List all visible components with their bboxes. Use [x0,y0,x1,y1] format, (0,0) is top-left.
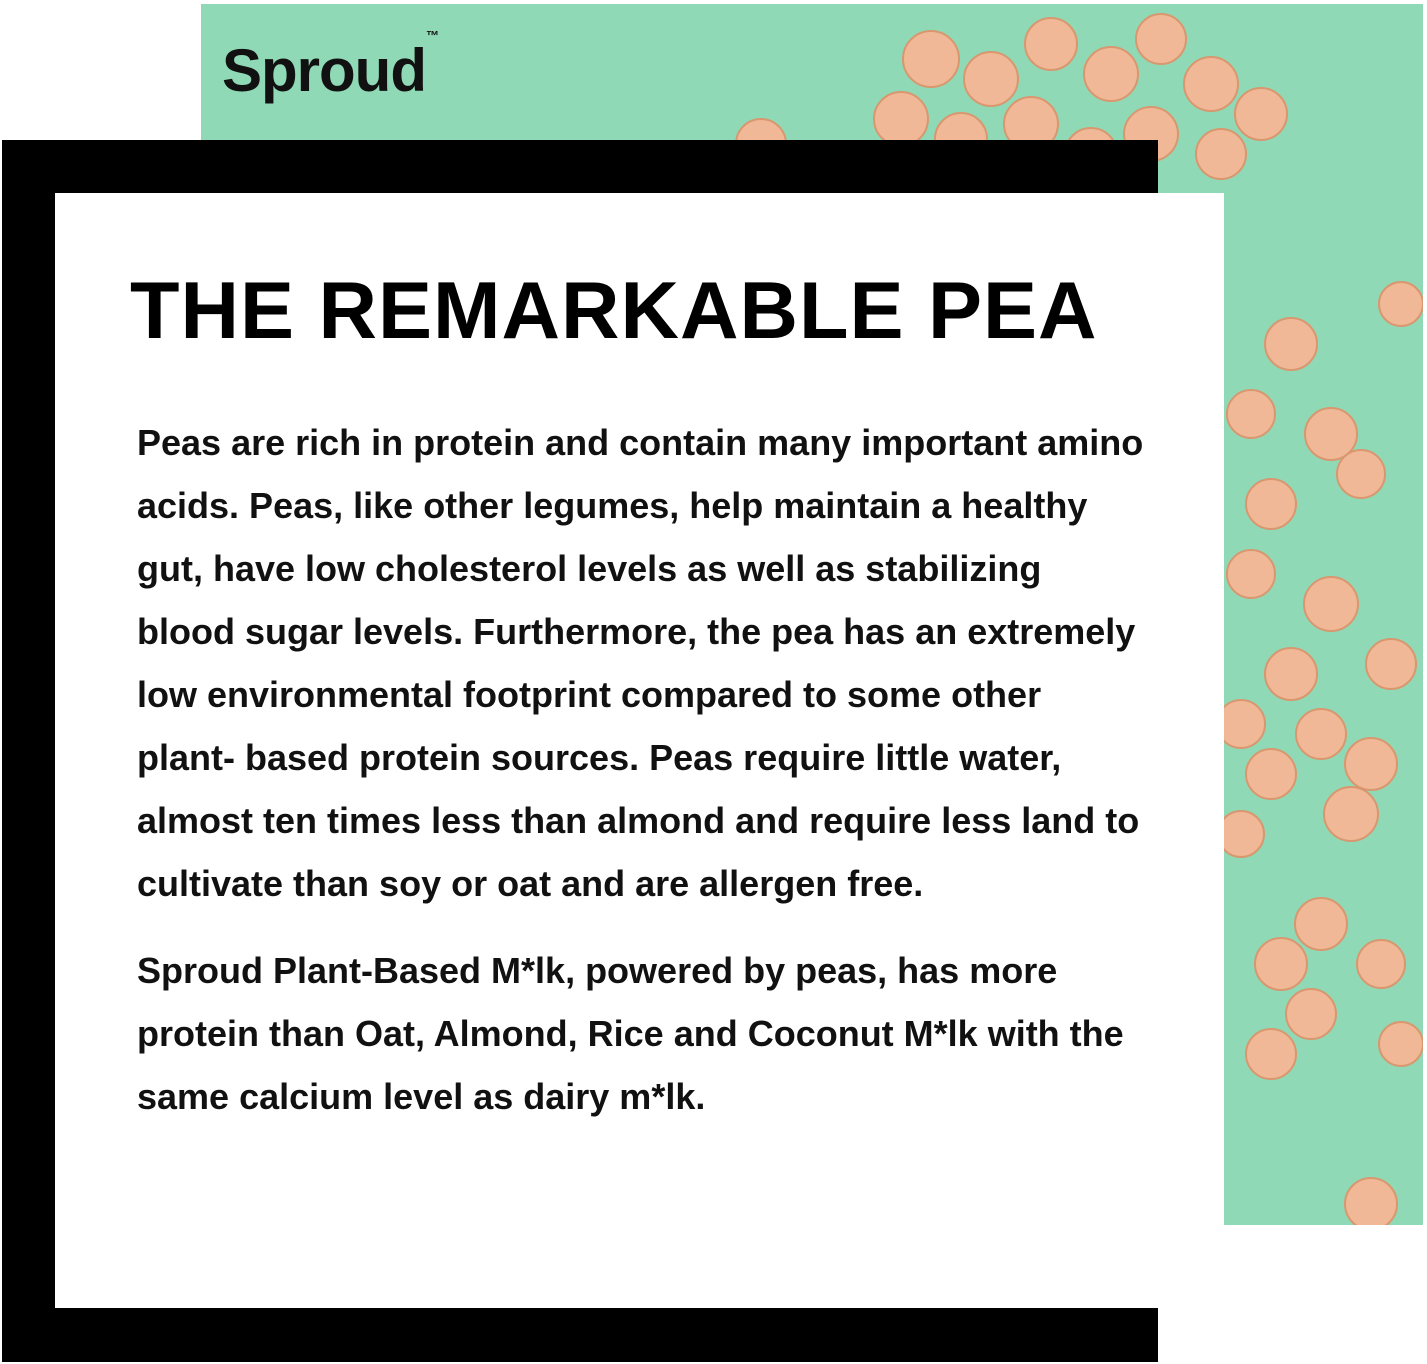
page-title: THE REMARKABLE PEA [130,266,1098,356]
brand-name: Sproud [222,37,426,104]
body-text [137,411,1147,1152]
paragraph-pea-benefits: Peas are rich in protein and contain many important amino acids. Peas, like other legumes, help maintain a healthy gut, have low cholesterol levels as well as stabilizing blood sugar levels. Furthermore, the pea has an extremely low environmental footprint compared to some other plant- based protein sources. Peas require little water, almost ten times less than almond and require less land to cultivate than soy or oat and are allergen free. [137,422,1144,904]
brand-logo [222,28,439,105]
paragraph-sproud-milk: Sproud Plant-Based M*lk, powered by peas, has more protein than Oat, Almond, Rice and Coconut M*lk with the same calcium level as dairy m*lk. [137,950,1124,1117]
content-card [55,193,1224,1308]
trademark-symbol: ™ [425,28,439,43]
